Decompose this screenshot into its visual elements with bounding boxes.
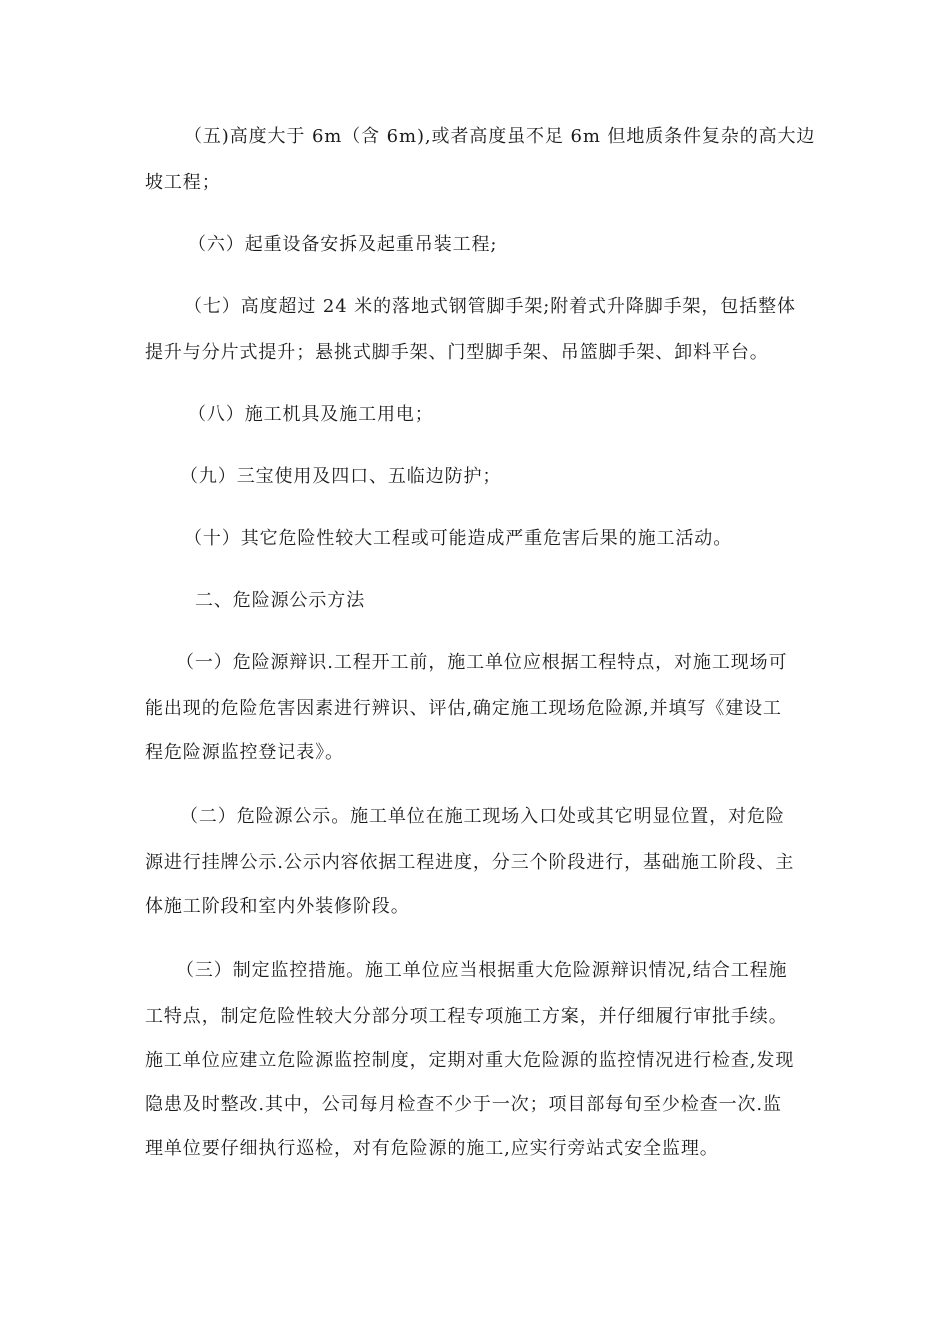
item-10-line-1: （十）其它危险性较大工程或可能造成严重危害后果的施工活动。	[184, 528, 733, 549]
sub-1-line-1: （一）危险源辩识.工程开工前，施工单位应根据工程特点，对施工现场可	[176, 652, 788, 673]
item-7-line-1: （七）高度超过 24 米的落地式钢管脚手架;附着式升降脚手架，包括整体	[184, 296, 796, 317]
sub-1-line-2: 能出现的危险危害因素进行辨识、评估,确定施工现场危险源,并填写《建设工	[145, 698, 782, 719]
sub-2-line-2: 源进行挂牌公示.公示内容依据工程进度，分三个阶段进行，基础施工阶段、主	[145, 852, 795, 873]
sub-3-line-4: 隐患及时整改.其中，公司每月检查不少于一次；项目部每旬至少检查一次.监	[145, 1094, 782, 1115]
sub-2-line-1: （二）危险源公示。施工单位在施工现场入口处或其它明显位置，对危险	[180, 806, 785, 827]
sub-3-line-3: 施工单位应建立危险源监控制度，定期对重大危险源的监控情况进行检查,发现	[145, 1050, 795, 1071]
item-7-line-2: 提升与分片式提升；悬挑式脚手架、门型脚手架、吊篮脚手架、卸料平台。	[145, 342, 769, 363]
item-9-line-1: （九）三宝使用及四口、五临边防护；	[180, 466, 502, 487]
sub-2-line-3: 体施工阶段和室内外装修阶段。	[145, 896, 410, 917]
item-8-line-1: （八）施工机具及施工用电；	[188, 404, 434, 425]
sub-3-line-1: （三）制定监控措施。施工单位应当根据重大危险源辩识情况,结合工程施	[176, 960, 788, 981]
sub-1-line-3: 程危险源监控登记表》。	[145, 742, 344, 763]
item-6-line-1: （六）起重设备安拆及起重吊装工程;	[188, 234, 498, 255]
sub-3-line-5: 理单位要仔细执行巡检，对有危险源的施工,应实行旁站式安全监理。	[145, 1138, 719, 1159]
item-5-line-2: 坡工程；	[145, 172, 221, 193]
item-5-line-1: （五)高度大于 6m（含 6m),或者高度虽不足 6m 但地质条件复杂的高大边	[184, 126, 816, 147]
section-heading: 二、危险源公示方法	[195, 590, 366, 611]
sub-3-line-2: 工特点，制定危险性较大分部分项工程专项施工方案，并仔细履行审批手续。	[145, 1006, 788, 1027]
